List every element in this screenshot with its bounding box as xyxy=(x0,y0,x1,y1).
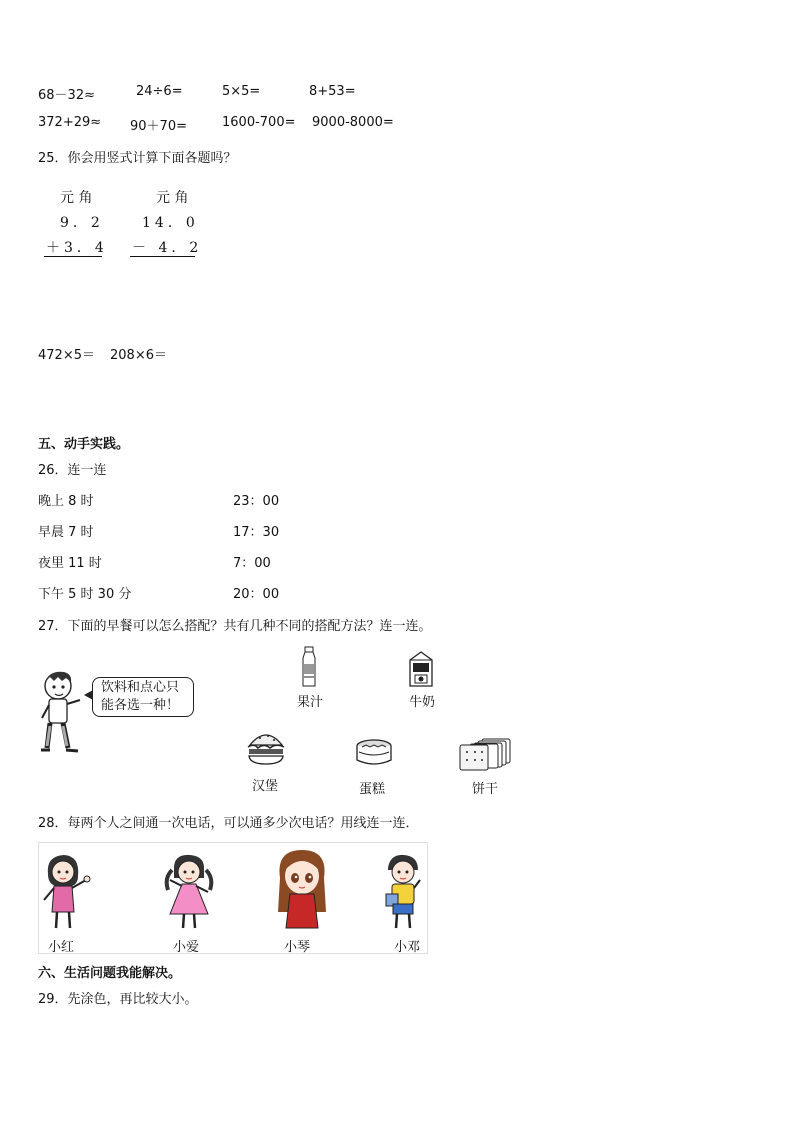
q28-prompt: 28．每两个人之间通一次电话，可以通多少次电话？用线连一连． xyxy=(38,816,419,831)
drink-milk-label: 牛奶 xyxy=(409,695,436,710)
girl-xiaohong-figure xyxy=(40,852,98,932)
drink-juice-label: 果汁 xyxy=(297,695,324,710)
girl-xiaoqin-figure xyxy=(274,848,330,932)
q27-prompt: 27．下面的早餐可以怎么搭配？共有几种不同的搭配方法？连一连。 xyxy=(38,619,432,634)
cake-icon xyxy=(354,738,394,768)
girl-xiaoai-figure xyxy=(160,852,220,932)
person-xiaohong-label: 小红 xyxy=(48,940,75,955)
q25-col2-underline xyxy=(130,256,195,257)
q26-left-4: 下午 5 时 30 分 xyxy=(38,587,132,602)
q25-col2-op: － 4．2 xyxy=(132,240,203,256)
calc-r1-c3: 5×5= xyxy=(222,84,261,99)
q26-right-3: 7：00 xyxy=(233,556,271,571)
q25-col2-head: 元 角 xyxy=(156,190,189,206)
boy-xiaodeng-figure xyxy=(380,852,430,932)
snack-cake-label: 蛋糕 xyxy=(359,782,386,797)
person-xiaoqin-label: 小琴 xyxy=(284,940,311,955)
q26-left-3: 夜里 11 时 xyxy=(38,556,102,571)
calc-r1-c4: 8+53= xyxy=(309,84,356,99)
bubble-line-2: 能各选一种！ xyxy=(101,698,180,713)
q25-prompt: 25．你会用竖式计算下面各题吗？ xyxy=(38,151,237,166)
q26-prompt: 26．连一连 xyxy=(38,463,107,478)
biscuits-icon xyxy=(458,738,512,772)
q25-extra-1: 472×5＝ xyxy=(38,348,95,363)
calc-r2-c1: 372+29≈ xyxy=(38,115,102,130)
q25-col1-underline xyxy=(44,256,102,257)
hamburger-icon xyxy=(246,729,286,767)
section5-title: 五、动手实践。 xyxy=(38,437,130,452)
person-xiaodeng-label: 小邓 xyxy=(394,940,421,955)
boy-figure xyxy=(36,668,92,760)
q26-right-2: 17：30 xyxy=(233,525,280,540)
q26-left-1: 晚上 8 时 xyxy=(38,494,94,509)
q25-col1-op: ＋3．4 xyxy=(46,240,108,256)
speech-bubble xyxy=(92,677,194,717)
section6-title: 六、生活问题我能解决。 xyxy=(38,966,182,981)
bubble-line-1: 饮料和点心只 xyxy=(101,680,180,695)
snack-biscuit-label: 饼干 xyxy=(472,782,499,797)
calc-r1-c2: 24÷6= xyxy=(136,84,183,99)
q26-right-1: 23：00 xyxy=(233,494,280,509)
q25-extra-2: 208×6＝ xyxy=(110,348,167,363)
q25-col1-head: 元 角 xyxy=(60,190,93,206)
q25-col1-top: 9．2 xyxy=(60,215,104,231)
calc-r1-c1: 68－32≈ xyxy=(38,88,95,103)
q26-left-2: 早晨 7 时 xyxy=(38,525,94,540)
calc-r2-c3: 1600-700= xyxy=(222,115,296,130)
juice-bottle-icon xyxy=(299,646,319,688)
calc-r2-c2: 90＋70= xyxy=(130,119,187,134)
snack-hamburger-label: 汉堡 xyxy=(252,779,279,794)
q29-prompt: 29．先涂色，再比较大小。 xyxy=(38,992,198,1007)
q25-col2-top: 14．0 xyxy=(142,215,199,231)
milk-carton-icon xyxy=(406,650,436,688)
q26-right-4: 20：00 xyxy=(233,587,280,602)
person-xiaoai-label: 小爱 xyxy=(173,940,200,955)
calc-r2-c4: 9000-8000= xyxy=(312,115,394,130)
